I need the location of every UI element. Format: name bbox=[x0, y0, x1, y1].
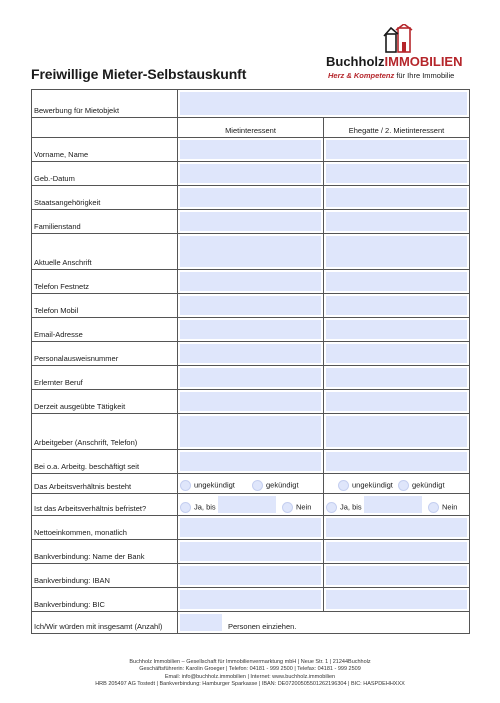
input-fill[interactable] bbox=[180, 518, 321, 537]
input-fill[interactable] bbox=[180, 542, 321, 561]
mietobjekt-field[interactable] bbox=[178, 90, 470, 118]
radio-label: Nein bbox=[296, 502, 312, 512]
input-fill[interactable] bbox=[326, 188, 467, 207]
spouse-befristet-options bbox=[324, 494, 470, 516]
radio-button-icon[interactable] bbox=[252, 480, 263, 491]
form-row bbox=[32, 390, 470, 414]
form-label: Bankverbindung: Name der Bank bbox=[32, 540, 178, 564]
input-fill[interactable] bbox=[180, 566, 321, 585]
form-row bbox=[32, 450, 470, 474]
applicant-input-field[interactable] bbox=[178, 588, 324, 612]
input-fill[interactable] bbox=[326, 590, 467, 609]
input-fill[interactable] bbox=[180, 452, 321, 471]
spouse-input-field[interactable] bbox=[324, 540, 470, 564]
form-label: Bankverbindung: BIC bbox=[32, 588, 178, 612]
logo-tagline-brand: Herz & Kompetenz bbox=[328, 71, 395, 80]
form-row bbox=[32, 270, 470, 294]
form-row-status bbox=[32, 474, 470, 494]
applicant-input-field[interactable] bbox=[178, 516, 324, 540]
applicant-input-field[interactable] bbox=[178, 294, 324, 318]
form-row bbox=[32, 366, 470, 390]
radio-option-ungekuendigt[interactable] bbox=[180, 480, 235, 491]
spouse-input-field[interactable] bbox=[324, 270, 470, 294]
form-row bbox=[32, 162, 470, 186]
spouse-input-field[interactable] bbox=[324, 366, 470, 390]
input-fill[interactable] bbox=[326, 518, 467, 537]
logo-tagline-rest: für Ihre Immobilie bbox=[394, 71, 455, 80]
form-row bbox=[32, 414, 470, 450]
input-fill[interactable] bbox=[180, 92, 467, 115]
input-fill[interactable] bbox=[326, 416, 467, 447]
radio-label: gekündigt bbox=[412, 480, 445, 490]
applicant-input-field[interactable] bbox=[178, 210, 324, 234]
form-label: Bankverbindung: IBAN bbox=[32, 564, 178, 588]
input-fill[interactable] bbox=[180, 392, 321, 411]
radio-option-ja[interactable] bbox=[180, 502, 216, 513]
applicant-input-field[interactable] bbox=[178, 414, 324, 450]
form-label: Familienstand bbox=[32, 210, 178, 234]
radio-label: ungekündigt bbox=[194, 480, 235, 490]
form-row bbox=[32, 516, 470, 540]
form-label: Aktuelle Anschrift bbox=[32, 234, 178, 270]
form-label: Telefon Mobil bbox=[32, 294, 178, 318]
page-footer bbox=[0, 659, 500, 688]
form-label: Ich/Wir würden mit insgesamt (Anzahl) bbox=[32, 612, 178, 634]
radio-option-ungekuendigt[interactable] bbox=[338, 480, 393, 491]
radio-button-icon[interactable] bbox=[180, 480, 191, 491]
input-fill[interactable] bbox=[180, 296, 321, 315]
input-fill[interactable] bbox=[180, 272, 321, 291]
logo-name-part2: IMMOBILIEN bbox=[384, 54, 463, 69]
page-title: Freiwillige Mieter-Selbstauskunft bbox=[31, 66, 247, 82]
form-label: Derzeit ausgeübte Tätigkeit bbox=[32, 390, 178, 414]
form-label: Nettoeinkommen, monatlich bbox=[32, 516, 178, 540]
form-row bbox=[32, 294, 470, 318]
form-label: Telefon Festnetz bbox=[32, 270, 178, 294]
form-label: Staatsangehörigkeit bbox=[32, 186, 178, 210]
input-fill[interactable] bbox=[326, 272, 467, 291]
spouse-input-field[interactable] bbox=[324, 294, 470, 318]
input-fill[interactable] bbox=[326, 140, 467, 159]
radio-label: Ja, bis bbox=[194, 502, 216, 512]
form-row bbox=[32, 138, 470, 162]
radio-button-icon[interactable] bbox=[282, 502, 293, 513]
radio-option-nein[interactable] bbox=[428, 502, 457, 513]
company-logo bbox=[326, 22, 472, 86]
spouse-input-field[interactable] bbox=[324, 588, 470, 612]
radio-label: ungekündigt bbox=[352, 480, 393, 490]
logo-tagline bbox=[328, 71, 454, 80]
radio-option-gekuendigt[interactable] bbox=[398, 480, 445, 491]
spouse-input-field[interactable] bbox=[324, 390, 470, 414]
spouse-input-field[interactable] bbox=[324, 342, 470, 366]
applicant-input-field[interactable] bbox=[178, 270, 324, 294]
applicant-input-field[interactable] bbox=[178, 390, 324, 414]
applicant-input-field[interactable] bbox=[178, 318, 324, 342]
input-fill[interactable] bbox=[180, 188, 321, 207]
logo-name-part1: Buchholz bbox=[326, 54, 385, 69]
spouse-input-field[interactable] bbox=[324, 138, 470, 162]
input-fill[interactable] bbox=[326, 452, 467, 471]
input-fill[interactable] bbox=[326, 344, 467, 363]
input-fill[interactable] bbox=[180, 212, 321, 231]
form-label: Arbeitgeber (Anschrift, Telefon) bbox=[32, 414, 178, 450]
form-label: Geb.-Datum bbox=[32, 162, 178, 186]
applicant-input-field[interactable] bbox=[178, 138, 324, 162]
input-fill[interactable] bbox=[326, 368, 467, 387]
radio-option-nein[interactable] bbox=[282, 502, 311, 513]
spouse-input-field[interactable] bbox=[324, 564, 470, 588]
input-fill[interactable] bbox=[180, 164, 321, 183]
applicant-input-field[interactable] bbox=[178, 234, 324, 270]
radio-button-icon[interactable] bbox=[338, 480, 349, 491]
radio-label: Nein bbox=[442, 502, 458, 512]
input-fill[interactable] bbox=[326, 236, 467, 267]
form-label: Email-Adresse bbox=[32, 318, 178, 342]
radio-label: Ja, bis bbox=[340, 502, 362, 512]
applicant-befristet-options bbox=[178, 494, 324, 516]
spouse-input-field[interactable] bbox=[324, 186, 470, 210]
logo-wordmark bbox=[326, 54, 463, 69]
spouse-input-field[interactable] bbox=[324, 234, 470, 270]
form-row bbox=[32, 234, 470, 270]
radio-button-icon[interactable] bbox=[398, 480, 409, 491]
form-row bbox=[32, 540, 470, 564]
input-fill[interactable] bbox=[180, 140, 321, 159]
persons-count-cell bbox=[178, 612, 470, 634]
radio-button-icon[interactable] bbox=[180, 502, 191, 513]
persons-suffix-label: Personen einziehen. bbox=[228, 622, 297, 631]
form-label: Bei o.a. Arbeitg. beschäftigt seit bbox=[32, 450, 178, 474]
input-fill[interactable] bbox=[180, 236, 321, 267]
form-column-headers bbox=[32, 118, 470, 138]
spouse-input-field[interactable] bbox=[324, 318, 470, 342]
form-label: Bewerbung für Mietobjekt bbox=[32, 90, 178, 118]
form-label: Personalausweisnummer bbox=[32, 342, 178, 366]
form-row bbox=[32, 588, 470, 612]
form-row bbox=[32, 318, 470, 342]
applicant-form bbox=[31, 89, 470, 634]
applicant-input-field[interactable] bbox=[178, 564, 324, 588]
persons-count-field[interactable] bbox=[180, 614, 222, 631]
input-fill[interactable] bbox=[326, 164, 467, 183]
form-row-befristet bbox=[32, 494, 470, 516]
spouse-input-field[interactable] bbox=[324, 414, 470, 450]
form-label: Erlernter Beruf bbox=[32, 366, 178, 390]
form-row bbox=[32, 342, 470, 366]
column-header-spouse: Ehegatte / 2. Mietinteressent bbox=[324, 118, 470, 138]
input-fill[interactable] bbox=[180, 416, 321, 447]
footer-line: Email: info@buchholz.immobilien | Internet: www.buchholz.immobilien bbox=[164, 673, 336, 680]
applicant-input-field[interactable] bbox=[178, 342, 324, 366]
radio-label: gekündigt bbox=[266, 480, 299, 490]
spouse-status-options bbox=[324, 474, 470, 494]
spouse-input-field[interactable] bbox=[324, 516, 470, 540]
input-fill[interactable] bbox=[180, 368, 321, 387]
input-fill[interactable] bbox=[326, 320, 467, 339]
befristet-date-field[interactable] bbox=[218, 496, 276, 513]
form-label: Das Arbeitsverhältnis besteht bbox=[32, 474, 178, 494]
form-label: Vorname, Name bbox=[32, 138, 178, 162]
form-row bbox=[32, 186, 470, 210]
spouse-input-field[interactable] bbox=[324, 162, 470, 186]
spouse-input-field[interactable] bbox=[324, 450, 470, 474]
form-label: Ist das Arbeitsverhältnis befristet? bbox=[32, 494, 178, 516]
input-fill[interactable] bbox=[180, 320, 321, 339]
radio-button-icon[interactable] bbox=[428, 502, 439, 513]
form-row-persons bbox=[32, 612, 470, 634]
form-row bbox=[32, 210, 470, 234]
input-fill[interactable] bbox=[326, 542, 467, 561]
house-logo-icon bbox=[382, 24, 416, 54]
input-fill[interactable] bbox=[326, 296, 467, 315]
radio-button-icon[interactable] bbox=[326, 502, 337, 513]
input-fill[interactable] bbox=[326, 566, 467, 585]
input-fill[interactable] bbox=[180, 590, 321, 609]
applicant-status-options bbox=[178, 474, 324, 494]
form-row-bewerbung bbox=[32, 90, 470, 118]
input-fill[interactable] bbox=[326, 392, 467, 411]
footer-line: Buchholz Immobilien – Gesellschaft für Immobilienvermarktung mbH | Neue Str. 1 | 21244Buchholz bbox=[129, 659, 371, 665]
footer-line: Geschäftsführerin: Karolin Groeger | Telefon: 04181 - 999 2500 | Telefax: 04181 - 999 2509 bbox=[139, 666, 361, 673]
form-row bbox=[32, 564, 470, 588]
applicant-input-field[interactable] bbox=[178, 540, 324, 564]
radio-option-ja[interactable] bbox=[326, 502, 362, 513]
applicant-input-field[interactable] bbox=[178, 366, 324, 390]
befristet-date-field[interactable] bbox=[364, 496, 422, 513]
input-fill[interactable] bbox=[326, 212, 467, 231]
applicant-input-field[interactable] bbox=[178, 162, 324, 186]
radio-option-gekuendigt[interactable] bbox=[252, 480, 299, 491]
footer-line: HRB 205497 AG Tostedt | Bankverbindung: Hamburger Sparkasse | IBAN: DE07200505501262196304 | BIC: HASPDEHHXXX bbox=[95, 680, 405, 687]
empty-header-cell bbox=[32, 118, 178, 138]
applicant-input-field[interactable] bbox=[178, 186, 324, 210]
applicant-input-field[interactable] bbox=[178, 450, 324, 474]
input-fill[interactable] bbox=[180, 344, 321, 363]
column-header-applicant: Mietinteressent bbox=[178, 118, 324, 138]
spouse-input-field[interactable] bbox=[324, 210, 470, 234]
